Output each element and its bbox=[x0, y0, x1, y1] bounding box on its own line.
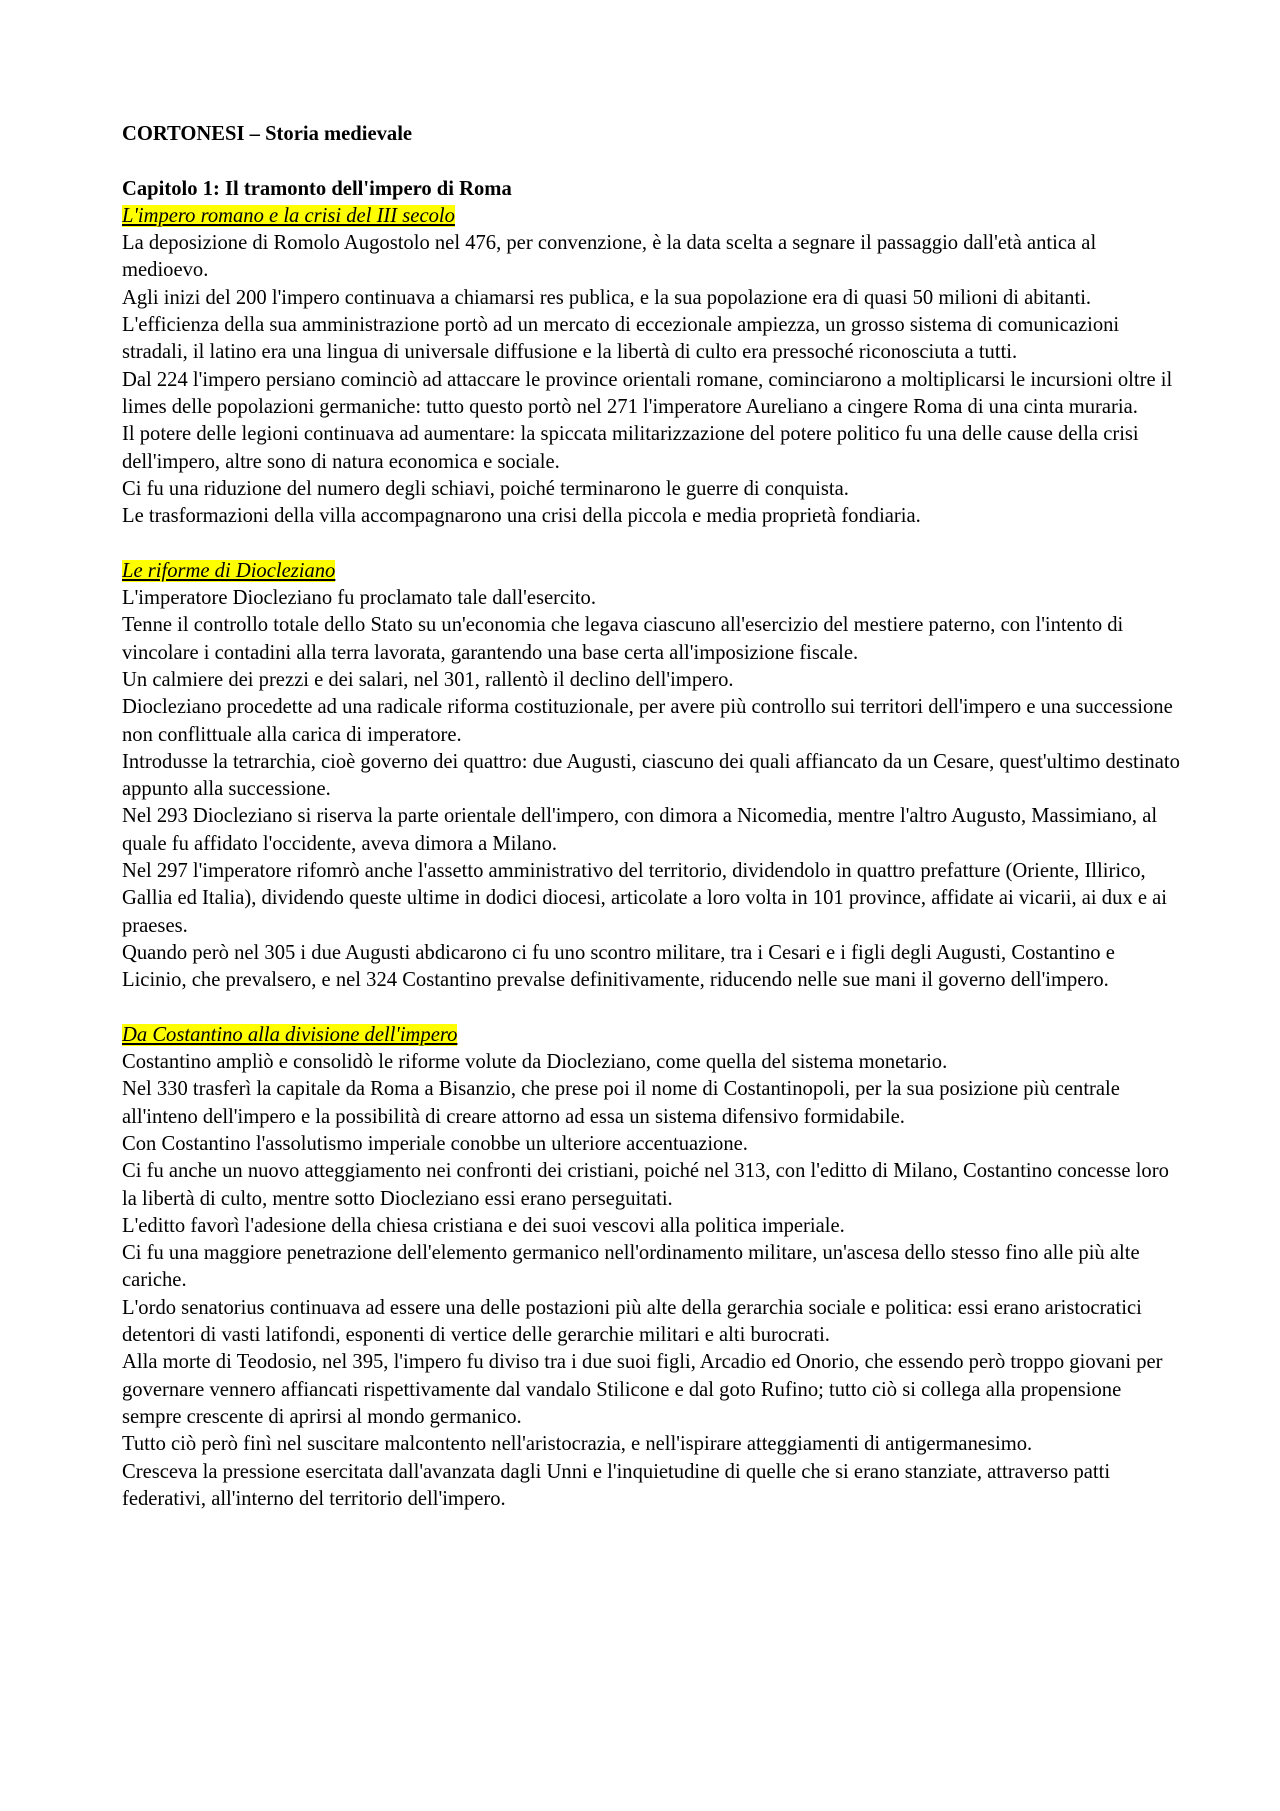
paragraph: La deposizione di Romolo Augostolo nel 476, per convenzione, è la data scelta a segnare il passaggio dall'età antica al medioevo. bbox=[122, 232, 1097, 282]
title-dash: – bbox=[244, 123, 266, 145]
highlighted-heading-text: Le riforme di Diocleziano bbox=[122, 559, 336, 582]
paragraph: Dal 224 l'impero persiano cominciò ad attaccare le province orientali romane, cominciarono a moltiplicarsi le incursioni oltre il limes delle popolazioni germaniche: tutto questo portò nel 271 l'imperatore Aureliano a cingere Roma di una cinta muraria. bbox=[122, 368, 1173, 418]
section-crisi-iii-secolo bbox=[122, 203, 1182, 531]
paragraph: Quando però nel 305 i due Augusti abdicarono ci fu uno scontro militare, tra i Cesari e i figli degli Augusti, Costantino e Licinio, che prevalsero, e nel 324 Costantino prevalse definitivamente, riducendo nelle sue mani il governo dell'impero. bbox=[122, 941, 1115, 992]
paragraph: Introdusse la tetrarchia, cioè governo dei quattro: due Augusti, ciascuno dei quali affiancato da un Cesare, quest'ultimo destinato appunto alla successione. bbox=[122, 750, 1180, 801]
section-heading bbox=[122, 558, 1182, 585]
section-costantino-divisione bbox=[122, 1022, 1182, 1513]
paragraph: Con Costantino l'assolutismo imperiale conobbe un ulteriore accentuazione. bbox=[122, 1132, 748, 1155]
section-heading bbox=[122, 1022, 1182, 1049]
paragraph: Agli inizi del 200 l'impero continuava a chiamarsi res publica, e la sua popolazione era di quasi 50 milioni di abitanti. bbox=[122, 286, 1092, 309]
paragraph: Ci fu una riduzione del numero degli schiavi, poiché terminarono le guerre di conquista. bbox=[122, 477, 849, 500]
paragraph: Nel 293 Diocleziano si riserva la parte orientale dell'impero, con dimora a Nicomedia, mentre l'altro Augusto, Massimiano, al quale fu affidato l'occidente, aveva dimora a Milano. bbox=[122, 805, 1158, 855]
paragraph: L'efficienza della sua amministrazione portò ad un mercato di eccezionale ampiezza, un grosso sistema di comunicazioni stradali, il latino era una lingua di universale diffusione e la libertà di culto era pressoché riconosciuta a tutti. bbox=[122, 314, 1120, 364]
paragraph: Ci fu una maggiore penetrazione dell'elemento germanico nell'ordinamento militare, un'ascesa dello stesso fino alle più alte cariche. bbox=[122, 1242, 1140, 1292]
paragraph: Ci fu anche un nuovo atteggiamento nei confronti dei cristiani, poiché nel 313, con l'editto di Milano, Costantino concesse loro la libertà di culto, mentre sotto Diocleziano essi erano perseguitati. bbox=[122, 1160, 1169, 1210]
document-body bbox=[122, 121, 1182, 1513]
title-author: CORTONESI bbox=[122, 123, 245, 145]
paragraph: L'imperatore Diocleziano fu proclamato tale dall'esercito. bbox=[122, 587, 596, 610]
highlighted-heading-text: L'impero romano e la crisi del III secolo bbox=[122, 204, 455, 227]
paragraph: L'editto favorì l'adesione della chiesa cristiana e dei suoi vescovi alla politica imperiale. bbox=[122, 1214, 845, 1237]
paragraph: Tenne il controllo totale dello Stato su un'economia che legava ciascuno all'esercizio del mestiere paterno, con l'intento di vincolare i contadini alla terra lavorata, garantendo una base certa all'imposizione fiscale. bbox=[122, 614, 1124, 664]
paragraph: Diocleziano procedette ad una radicale riforma costituzionale, per avere più controllo sui territori dell'impero e una successione non conflittuale alla carica di imperatore. bbox=[122, 696, 1173, 746]
section-heading bbox=[122, 203, 1182, 230]
paragraph: Tutto ciò però finì nel suscitare malcontento nell'aristocrazia, e nell'ispirare atteggiamenti di antigermanesimo. bbox=[122, 1433, 1033, 1456]
paragraph: Un calmiere dei prezzi e dei salari, nel 301, rallentò il declino dell'impero. bbox=[122, 668, 734, 691]
highlighted-heading-text: Da Costantino alla divisione dell'impero bbox=[122, 1023, 458, 1046]
paragraph: L'ordo senatorius continuava ad essere una delle postazioni più alte della gerarchia sociale e politica: essi erano aristocratici detentori di vasti latifondi, esponenti di vertice delle gerarchie militari e alti burocrati. bbox=[122, 1296, 1142, 1347]
paragraph: Cresceva la pressione esercitata dall'avanzata dagli Unni e l'inquietudine di quelle che si erano stanziate, attraverso patti federativi, all'interno del territorio dell'impero. bbox=[122, 1460, 1111, 1510]
paragraph: Il potere delle legioni continuava ad aumentare: la spiccata militarizzazione del potere politico fu una delle cause della crisi dell'impero, altre sono di natura economica e sociale. bbox=[122, 423, 1139, 473]
paragraph: Nel 330 trasferì la capitale da Roma a Bisanzio, che prese poi il nome di Costantinopoli, per la sua posizione più centrale all'inteno dell'impero e la possibilità di creare attorno ad essa un sistema difensivo formidabile. bbox=[122, 1078, 1120, 1128]
document-title bbox=[122, 121, 1182, 148]
chapter-title: Capitolo 1: Il tramonto dell'impero di Roma bbox=[122, 177, 512, 200]
paragraph: Costantino ampliò e consolidò le riforme volute da Diocleziano, come quella del sistema monetario. bbox=[122, 1051, 948, 1074]
title-subject: Storia medievale bbox=[265, 123, 413, 145]
paragraph: Le trasformazioni della villa accompagnarono una crisi della piccola e media proprietà fondiaria. bbox=[122, 505, 921, 528]
paragraph: Nel 297 l'imperatore rifomrò anche l'assetto amministrativo del territorio, dividendolo in quattro prefatture (Oriente, Illirico, Gallia ed Italia), dividendo queste ultime in dodici diocesi, articolate a loro volta in 101 province, affidate ai vicarii, ai dux e ai praeses. bbox=[122, 860, 1167, 937]
paragraph: Alla morte di Teodosio, nel 395, l'impero fu diviso tra i due suoi figli, Arcadio ed Onorio, che essendo però troppo giovani per governare vennero affiancati rispettivamente dal vandalo Stilicone e dal goto Rufino; tutto ciò si collega alla propensione sempre crescente di aprirsi al mondo germanico. bbox=[122, 1351, 1163, 1428]
section-riforme-diocleziano bbox=[122, 558, 1182, 995]
